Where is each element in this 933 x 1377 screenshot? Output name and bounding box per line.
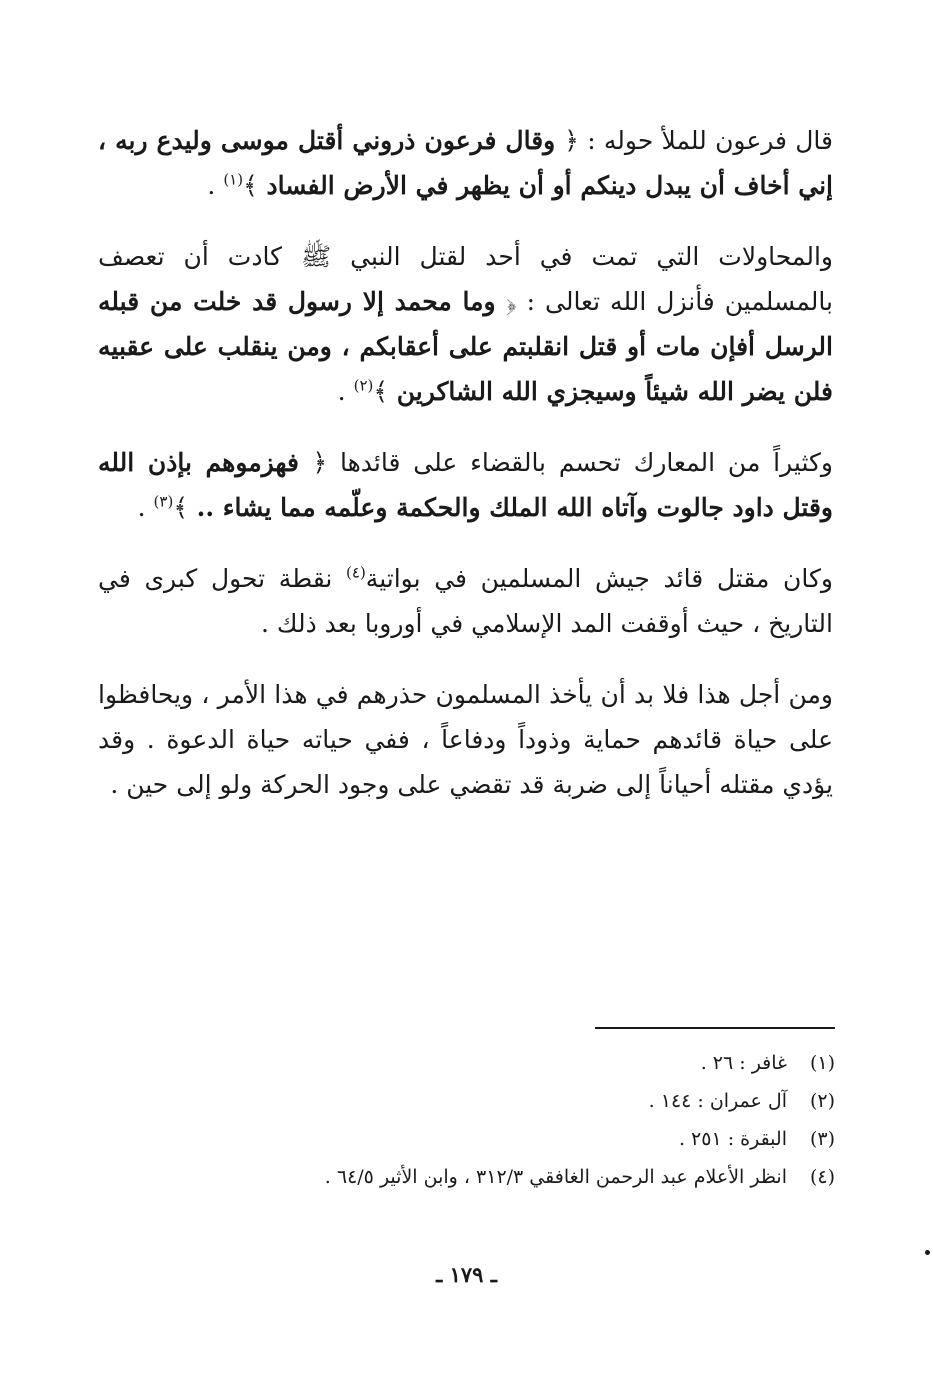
text-run: نقطة تحول كبرى في التاريخ ، حيث أوقفت المد الإسلامي في أوروبا بعد ذلك .	[98, 564, 833, 638]
paragraph-3	[98, 440, 833, 530]
footnote-number: (٤)	[809, 1166, 835, 1188]
ornate-bracket-open: ﴿	[506, 287, 517, 316]
main-text	[98, 118, 833, 833]
ornate-bracket-close: ﴾	[373, 377, 389, 406]
footnote-ref: (٣)	[153, 492, 174, 511]
paragraph-2	[98, 234, 833, 414]
quran-verse: وقال فرعون ذروني أقتل موسى وليدع ربه ، إني أخاف أن يبدل دينكم أو أن يظهر في الأرض الفساد	[98, 126, 833, 200]
text-run: .	[337, 377, 354, 406]
quran-verse: وما محمد إلا رسول قد خلت من قبله الرسل أفإن مات أو قتل انقلبتم على أعقابكم ، ومن ينقلب على عقبيه فلن يضر الله شيئاً وسيجزي الله الشاكرين	[98, 287, 833, 406]
footnotes	[235, 1044, 835, 1196]
page-number: ـ ١٧٩ ـ	[436, 1262, 497, 1287]
ornate-bracket-close: ﴾	[173, 493, 188, 522]
text-run: قال فرعون للملأ حوله :	[578, 126, 834, 155]
footnote-text: غافر : ٢٦ .	[700, 1052, 787, 1074]
footnote-4	[235, 1158, 835, 1196]
text-run: وكثيراً من المعارك تحسم بالقضاء على قائدها	[327, 448, 833, 477]
paragraph-4	[98, 556, 833, 646]
footnote-divider	[595, 1027, 835, 1029]
footnote-text: البقرة : ٢٥١ .	[678, 1128, 787, 1150]
footnote-ref: (٤)	[346, 563, 366, 582]
ornate-bracket-close: ﴾	[243, 171, 258, 200]
footnote-2	[235, 1082, 835, 1120]
ornate-bracket-open: ﴿	[564, 126, 579, 155]
footnote-ref: (٢)	[353, 376, 374, 395]
scan-speck	[925, 1250, 930, 1255]
text-run: وكان مقتل قائد جيش المسلمين في بواتية	[365, 564, 833, 593]
quran-verse: فهزموهم بإذن الله وقتل داود جالوت وآتاه الله الملك والحكمة وعلّمه مما يشاء ..	[98, 448, 833, 522]
text-run: ومن أجل هذا فلا بد أن يأخذ المسلمون حذرهم في هذا الأمر ، ويحافظوا على حياة قائدهم حماية وذوداً ودفاعاً ، ففي حياته حياة الدعوة . وقد يؤدي مقتله أحياناً إلى ضربة قد تقضي على وجود الحركة ولو إلى حين .	[98, 680, 833, 799]
footnote-text: آل عمران : ١٤٤ .	[648, 1090, 787, 1112]
footnote-text: انظر الأعلام عبد الرحمن الغافقي ٣١٢/٣ ، وابن الأثير ٦٤/٥ .	[324, 1166, 787, 1188]
text-run: .	[207, 171, 224, 200]
text-run: .	[137, 493, 154, 522]
footnote-ref: (١)	[223, 170, 244, 189]
footnote-1	[235, 1044, 835, 1082]
paragraph-1	[98, 118, 833, 208]
paragraph-5	[98, 672, 833, 807]
footnote-number: (١)	[809, 1052, 835, 1074]
footnote-number: (٣)	[809, 1128, 835, 1150]
text-run: والمحاولات التي تمت في أحد لقتل النبي ﷺ كادت أن تعصف بالمسلمين فأنزل الله تعالى :	[98, 242, 833, 316]
ornate-bracket-open: ﴿	[312, 448, 328, 477]
footnote-3	[235, 1120, 835, 1158]
footnote-number: (٢)	[809, 1090, 835, 1112]
